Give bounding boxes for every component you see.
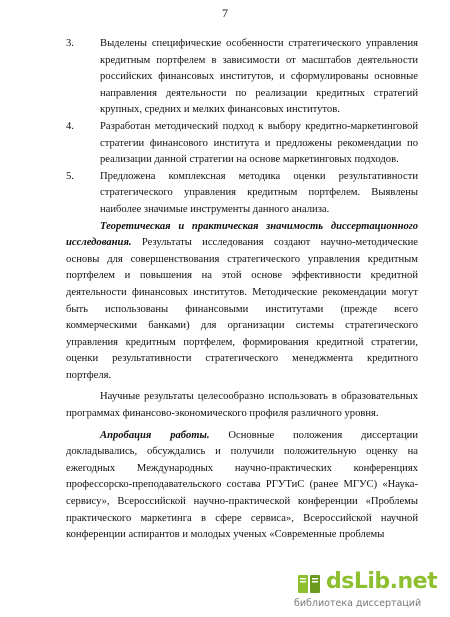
list-item-5 bbox=[66, 169, 418, 219]
page-number: 7 bbox=[222, 6, 228, 20]
approbation-paragraph bbox=[66, 428, 418, 544]
book-logo-icon bbox=[296, 571, 322, 597]
watermark bbox=[294, 569, 444, 613]
list-item-3 bbox=[66, 36, 418, 119]
list-item-4 bbox=[66, 119, 418, 169]
approbation-heading: Апробация работы. bbox=[100, 429, 210, 441]
item-text: Разработан методический подход к выбору кредитно-маркетинговой стратегии финансового института и предложены рекомендации по реализации данной стратегии на основе маркетинговых подходов. bbox=[100, 120, 418, 166]
watermark-site: dsLib.net bbox=[326, 569, 438, 594]
item-text: Выделены специфические особенности стратегического управления кредитным портфелем в зависимости от масштабов деятельности российских финансовых институтов, и сформулированы основные направления деятельности по реализации кредитных стратегий крупных, средних и мелких финансовых институтов. bbox=[100, 38, 418, 116]
item-text: Предложена комплексная методика оценки результативности стратегического управления кредитным портфелем. Выявлены наиболее значимые инструменты данного анализа. bbox=[100, 170, 418, 215]
page-body bbox=[66, 36, 418, 544]
item-number: 3. bbox=[66, 38, 74, 49]
significance-paragraph bbox=[66, 219, 418, 385]
watermark-caption: библиотека диссертаций bbox=[294, 598, 422, 609]
usage-paragraph: Научные результаты целесообразно использовать в образовательных программах финансово-экономического профиля различного уровня. bbox=[66, 391, 418, 420]
item-number: 5. bbox=[66, 170, 74, 182]
approbation-text: Основные положения диссертации докладывались, обсуждались и получили положительную оценку на ежегодных Международных научно-практических конференциях профессорско-преподавательского состава РГУТиС (ранее МГУС) «Наука-сервису», Всероссийской научно-практической конференции «Проблемы практического маркетинга в сфере сервиса», Всероссийской научной конференции аспирантов и молодых ученых «Современные проблемы bbox=[66, 429, 418, 541]
item-number: 4. bbox=[66, 120, 74, 132]
significance-text: Результаты исследования создают научно-методические основы для совершенствования стратегического управления кредитным портфелем и повышения на этой основе эффективности кредитной деятельности финансовых институтов. Методические рекомендации могут быть использованы финансовыми институтами (прежде всего коммерческими банками) для организации системы стратегического управления кредитным портфелем, формирования кредитной стратегии, оценки результативности стратегического менеджмента кредитного портфеля. bbox=[66, 237, 418, 381]
significance-heading: Теоретическая и практическая значимость диссертационного исследования. bbox=[66, 220, 418, 249]
